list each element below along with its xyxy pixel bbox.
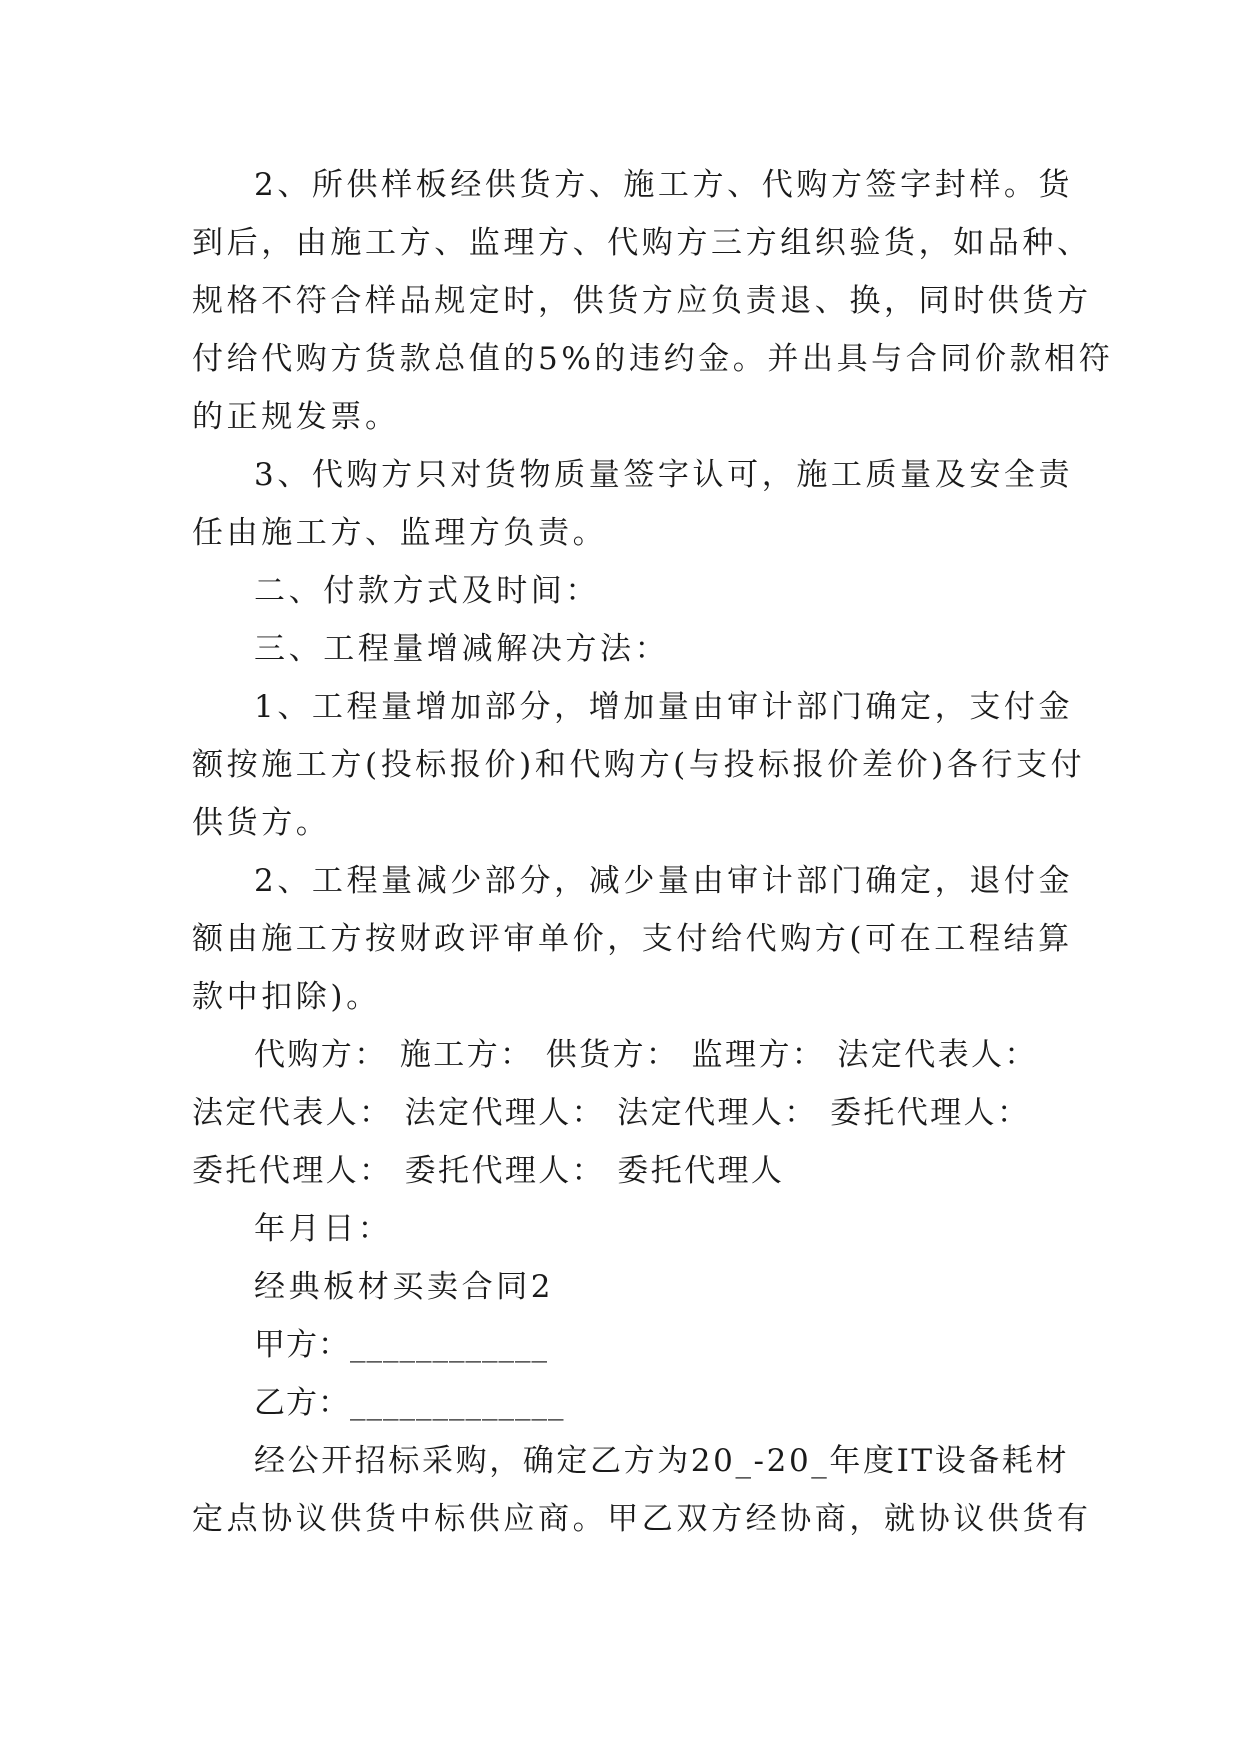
- paragraph-line: 经公开招标采购，确定乙方为20_-20_年度IT设备耗材: [254, 1443, 1070, 1479]
- party-a-line: 甲方：____________: [254, 1327, 548, 1363]
- paragraph-line: 2、所供样板经供货方、施工方、代购方签字封样。货: [254, 167, 1074, 203]
- paragraph-line: 额由施工方按财政评审单价，支付给代购方(可在工程结算: [192, 921, 1073, 957]
- signature-line: 代购方： 施工方： 供货方： 监理方： 法定代表人：: [254, 1037, 1038, 1073]
- paragraph-line: 任由施工方、监理方负责。: [192, 515, 608, 551]
- signature-line: 委托代理人： 委托代理人： 委托代理人: [192, 1153, 785, 1189]
- party-b-line: 乙方：_____________: [254, 1385, 565, 1421]
- paragraph-line: 1、工程量增加部分，增加量由审计部门确定，支付金: [254, 689, 1074, 725]
- paragraph-line: 3、代购方只对货物质量签字认可，施工质量及安全责: [254, 457, 1074, 493]
- section-heading: 三、工程量增减解决方法：: [254, 631, 670, 667]
- paragraph-line: 规格不符合样品规定时，供货方应负责退、换，同时供货方: [192, 283, 1092, 319]
- paragraph-line: 到后，由施工方、监理方、代购方三方组织验货，如品种、: [192, 225, 1092, 261]
- paragraph-line: 的正规发票。: [192, 399, 400, 435]
- paragraph-line: 定点协议供货中标供应商。甲乙双方经协商，就协议供货有: [192, 1501, 1092, 1537]
- date-line: 年月日：: [254, 1211, 393, 1247]
- paragraph-line: 额按施工方(投标报价)和代购方(与投标报价差价)各行支付: [192, 747, 1086, 783]
- paragraph-line: 供货方。: [192, 805, 331, 841]
- section-heading: 二、付款方式及时间：: [254, 573, 600, 609]
- contract-title: 经典板材买卖合同2: [254, 1269, 555, 1305]
- paragraph-line: 款中扣除)。: [192, 979, 381, 1015]
- paragraph-line: 2、工程量减少部分，减少量由审计部门确定，退付金: [254, 863, 1074, 899]
- paragraph-line: 付给代购方货款总值的5%的违约金。并出具与合同价款相符: [192, 341, 1114, 377]
- signature-line: 法定代表人： 法定代理人： 法定代理人： 委托代理人：: [192, 1095, 1031, 1131]
